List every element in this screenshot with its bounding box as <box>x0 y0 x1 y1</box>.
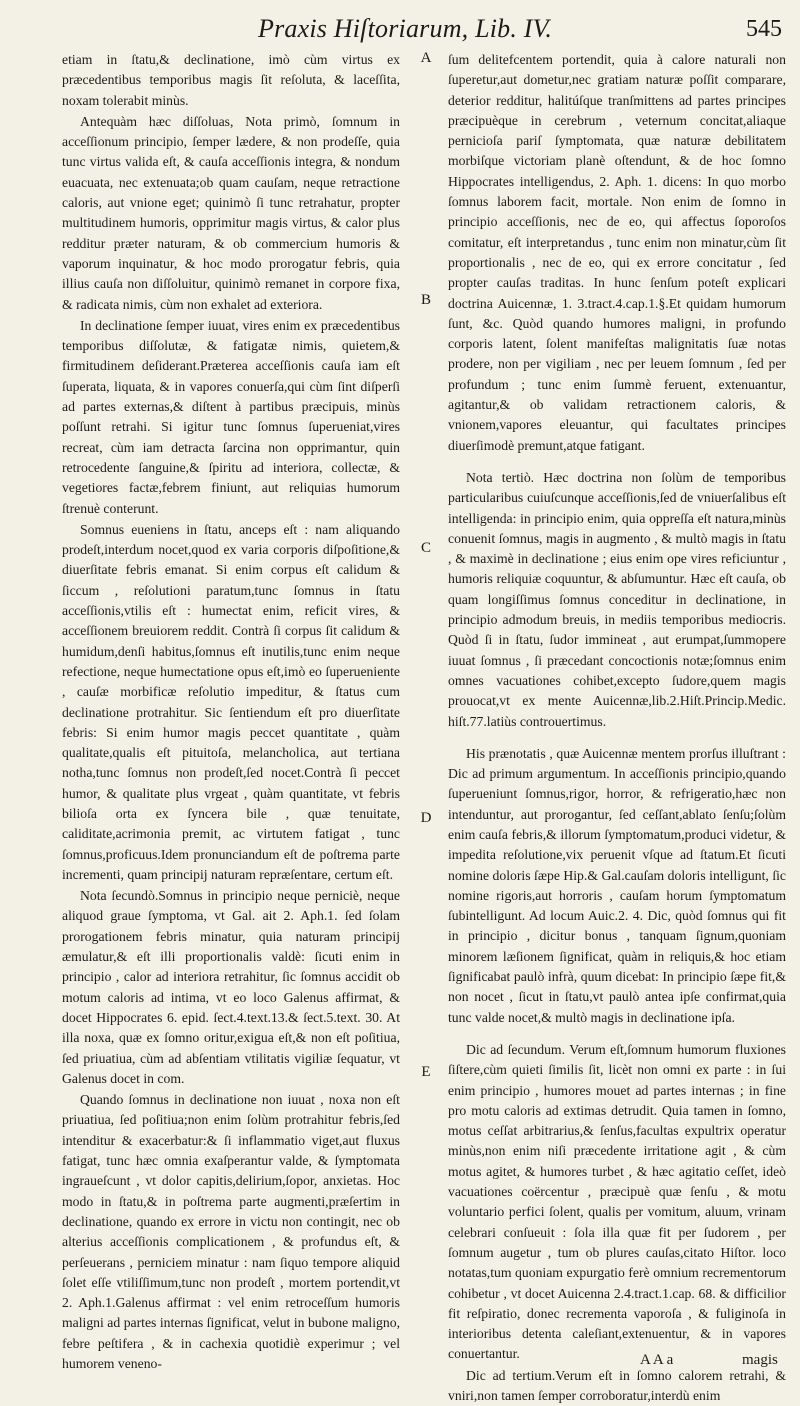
paragraph: His prænotatis , quæ Auicennæ mentem prorſus illuſtrant : Dic ad primum argumentum. In acceſſionis principio,quando ſuperueniunt ſomnus,rigor, horror, & refrigeratio,hæc non intenduntur, aut prorogantur, ſed ceſſant,ablato ſenſu;ſolùm enim cauſa febris,& illorum ſymptomatum,produci videtur, & impedita reſolutione,vix peruenit vſque ad ſtatum.Et ſicuti nomine doloris ſæpe Hip.& Gal.cauſam doloris intelligunt, ſic nomine rigoris,aut horroris , cauſam horum ſymptomatum ſubintelligunt. Ad locum Auic.2. 4. Dic, quòd ſomnus qui fit in principio , dicitur bonus , tanquam ſignum,quoniam minorem læſionem ſignificat, quàm in reliquis,& hoc etiam ſignificabat paulò infrà, quum dicebat: In principio ſæpe fit,& non nocet , ſicut in ſtatu,vt paulò antea ipſe confirmat,quia tunc valde nocet,& multò magis in declinatione ipſa. <box>448 745 786 1025</box>
paragraph: Dic ad ſecundum. Verum eſt,ſomnum humorum fluxiones ſiſtere,cùm quieti ſimilis ſit, licèt non omni ex parte : in ſui enim principio , humores mouet ad partes internas ; in fine pro motu caloris ad extimas detrudit. Quia tamen in ſomno, motus ceſſat arbitrarius,& ſenſus,facultas expultrix operatur minùs,non enim niſi præcedente irritatione agit , & cùm motus agitet, & humores turbet , & hæc agitatio ceſſet, ideò vacuationes coërcentur , præcipuè quæ ſenſu , & motu voluntario perfici ſolent, qualis per vomitum, aluum, vrinam celebrari conſueuit : ſola illa quæ fit per ſudorem , per ſomnum augetur , tum ob plures cauſas,citato Hiſtor. loco notatas,tum quoniam expurgatio ferè omnium recrementorum cohibetur , vt docet Auicenna 2.4.tract.1.cap. 68. & difficilior fit reſpiratio, donec recrementa vaporoſa , & fuliginoſa in interioribus detenta caleſiant,extenuentur, & in vapores conuertantur. <box>448 1041 786 1362</box>
page-number: 545 <box>746 16 782 42</box>
margin-marker-e: E <box>421 1064 431 1080</box>
paragraph: Quando ſomnus in declinatione non iuuat , noxa non eſt priuatiua, ſed poſitiua;non enim ſolùm protrahitur febris,ſed intenditur & exacerbatur:& ſi inflammatio viget,aut fluxus fatigat, tunc hæc omnia exaſperantur valde, & ſymptomata ingraueſcunt , vt dolor capitis,delirium,ſopor, anxietas. Hoc modo in ſtatu,& in poſtrema parte augmenti,præſertim in declinatione, quando ex errore in victu non contingit, nec ob alterius acceſſionis complicationem , & profundus eſt, & perſeuerans , perniciem minatur : nam ſiquo tempore aliquid ſolet eſſe vtiliſſimum,tunc non prodeſt , mortem portendit,vt 2. Aph.1.Galenus affirmat : vel enim retroceſſum humoris maligni ad partes internas ſignificat, velut in bubone maligno, febre peſtifera , & in cachexia quotidiè experimur ; vel humorem veneno- <box>62 1092 400 1371</box>
left-column <box>62 50 400 1371</box>
signature-mark: A A a <box>640 1352 674 1368</box>
paragraph: Somnus eueniens in ſtatu, anceps eſt : nam aliquando prodeſt,interdum nocet,quod ex varia corporis diſpoſitione,& diuerſitate febris emanat. Si enim corpus eſt calidum & ſiccum , reſolutioni paratum,tunc ſomnus in ſtatu acceſſionis,vtilis eſt : humectat enim, reficit vires, & acceſſionem breuiorem reddit. Contrà ſi corpus ſit calidum & humidum,denſi habitus,ſomnus eſt inutilis,tunc enim neque refectione, neque humectatione opus eſt,imò eo ſuperueniente , cauſæ morbificæ reſolutio impeditur, & ſtatus cum declinatione protrahitur. Sic ſentiendum eſt pro diuerſitate febris: Si enim humor magis peccet quantitate , quàm qualitate,qualis eſt pituitoſa, melancholica, aut tertiana notha,tunc ſomnus non prodeſt,ſed nocet.Contrà ſi peccet humor, & qualitate plus vrgeat , quàm quantitate, vt febris bilioſa orta ex ſyncera bile , quæ tenuitate, caliditate,acrimonia premit, ac virtutem fatigat , tunc ſomnus,proficuus.Idem pronunciandum eſt de poſtrema parte incrementi, quam principij naturam repræſentare, certum eſt. <box>62 521 400 882</box>
catchword: magis <box>742 1352 778 1368</box>
paragraph: ſum delitefcentem portendit, quia à calore naturali non ſuperetur,aut dometur,nec gratiam naturæ poſſit comparare, deterior redditur, halitúſque tranſmittens ad partes principes præcipuèque in cerebrum , veternum concitat,aliaque pernicioſa pariſ ſymptomata, quæ naturæ debilitatem morbiſque victoriam planè oſtendunt, & de hoc ſomno Hippocrates intelligendus, 2. Aph. 1. dicens: In quo morbo ſomnus laborem facit, mortale. Non enim de ſomno in principio acceſſionis, nec de eo, qui affectus ſoporoſos comitatur, eſt interpretandus , tunc enim non minatur,cùm ſit proportionalis , nec de eo, qui ex errore concitatur , ſed propter cauſas traditas. In hunc ſenſum poteſt explicari doctrina Auicennæ, 1. 3.tract.4.cap.1.§.Et quidam humorum ſunt, &c. Quòd quando humores maligni, in profundo corporis latent, ſolent manifeſtas malignitatis ſuæ notas prodere, non per vigiliam , nec per leuem ſomnum , ſed per profundum ; tunc enim ſummè feruent, extenuantur, agitantur,& ob validam retractionem caloris, & vnionem,vapores eleuantur, qui facultates principes diuerſimodè premunt,atque fatigant. <box>448 52 786 453</box>
page-footer <box>0 1352 800 1374</box>
running-head <box>0 14 800 48</box>
margin-marker-c: C <box>420 540 431 556</box>
paragraph: Nota tertiò. Hæc doctrina non ſolùm de temporibus particularibus cuiuſcunque acceſſionis,ſed de vniuerſalibus eſt intelligenda: in principio enim, quia oppreſſa eſt natura,minùs conuenit ſomnus, magis in augmento , & multò magis in ſtatu , & maximè in declinatione ; eius enim ope vires reficiuntur , humoris reliquiæ coquuntur, & abſumuntur. Hæc eſt cauſa, ob quam longiſſimus ſomnus conceditur in declinatione, in principio admodum breuis, in mediis temporibus mediocris. Quòd ſi in ſtatu, ſudor immineat , aut erumpat,ſummopere iuuat ſomnus , ſi præcedant concoctionis notæ;ſomnus enim omnes vacuationes cohibet,excepto ſudore,quem magis prouocat,vt ex mente Auicennæ,lib.2.Hiſt.Princip.Medic. hiſt.77.latiùs controuertimus. <box>448 469 786 729</box>
paragraph: Nota ſecundò.Somnus in principio neque perniciè, neque aliquod graue ſymptoma, vt Gal. ait 2. Aph.1. ſed ſolam prorogationem febris minatur, quia naturam principij æmulatur,& eſt illi proportionalis valdè: ſicuti enim in principio , calor ad interiora retrahitur, ſic ſomnus accidit ob motum caloris ad intima, vt eo loco Galenus affirmat, & docet Hippocrates 6. epid. ſect.4.text.13.& ſect.5.text. 30. At illa noxa, quæ ex ſomno oritur,exigua eſt,& non eſt poſitiua, ſed priuatiua, cùm ad abſentiam vtilitatis vigiliæ ſequatur, vt Galenus docet in com. <box>62 888 400 1086</box>
margin-marker-d: D <box>420 810 432 826</box>
paragraph: Dic ad tertium.Verum eſt in ſomno calorem retrahi, & vniri,non tamen ſemper corroboratur,interdù enim <box>448 1367 786 1403</box>
margin-marker-b: B <box>420 292 431 308</box>
paragraph: In declinatione ſemper iuuat, vires enim ex præcedentibus temporibus diſſolutæ, & fatigatæ nimis, quietem,& firmitudinem deſiderant.Præterea acceſſionis cauſa iam eſt ſuperata, liquata, & in vapores conuerſa,qui cùm ſint diſperſi ad partes externas,& diſtent à partibus præcipuis, minùs poſſunt retrahi. Si igitur tunc ſomnus ſuperueniat,vires recreat, cùm iam detracta ſarcina non opprimantur, quin retrocedente ſanguine,& ſpiritu ad interiora, collectæ, & vegetiores factæ,febrem finiunt, aut reliquias humorum ſtrenuè conterunt. <box>62 317 400 516</box>
running-title: Praxis Hiſtoriarum, Lib. IV. <box>258 14 553 43</box>
margin-marker-a: A <box>420 50 432 66</box>
paragraph: etiam in ſtatu,& declinatione, imò cùm virtus ex præcedentibus temporibus magis ſit reſoluta, & laceſſita, noxam tolerabit minùs. <box>62 52 400 108</box>
paragraph: Antequàm hæc diſſoluas, Nota primò, ſomnum in acceſſionum principio, ſemper lædere, & non prodeſſe, quia tunc virtus valida eſt, & cauſa acceſſionis integra, & nondum euacuata, nec extenuata;ob quam cauſam, neque retractione caloris, aut vnione eget; quinimò ſi tunc retrahatur, propter multitudinem humoris, opprimitur magis virtus, & calor plus redditur præter naturam, & ob commercium humoris & vaporum inquinatur, & hoc modo prorogatur febris, quia illius cauſa non diſſoluitur, quinimò remanet in corpore fixa, & radicata nimis, cùm non exhalet ad exteriora. <box>62 113 400 312</box>
